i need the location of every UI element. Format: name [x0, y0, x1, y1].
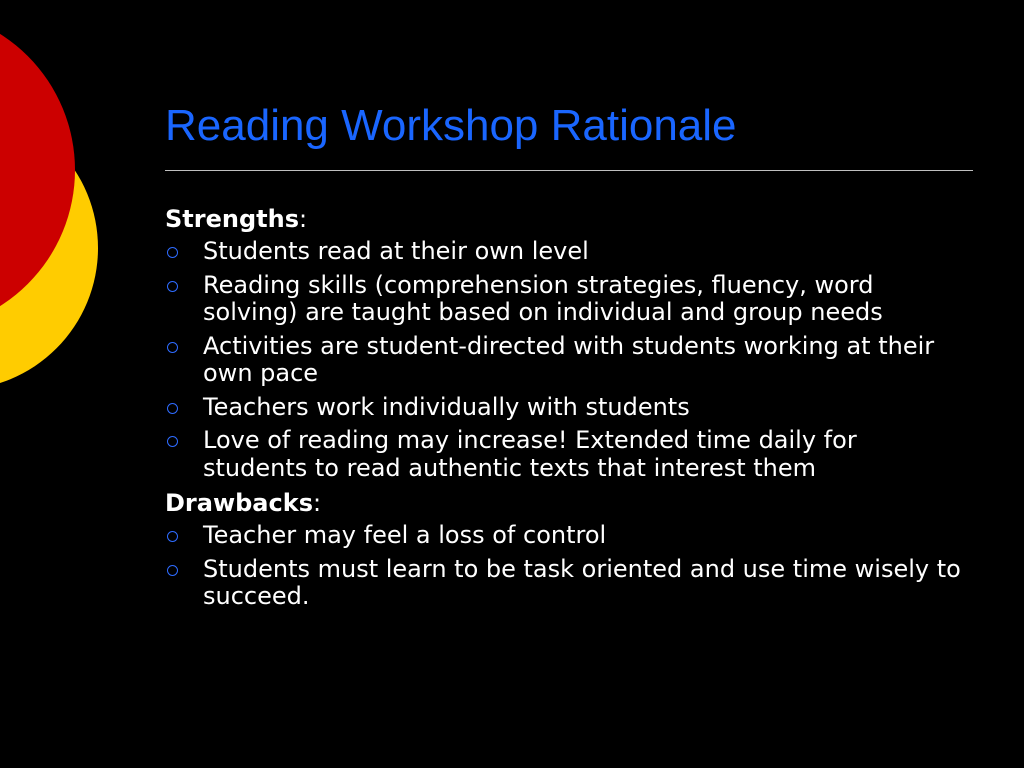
title-divider: [165, 170, 973, 171]
list-item: [165, 394, 965, 422]
hollow-circle-bullet-icon: [167, 342, 178, 353]
section-heading-drawbacks: [165, 488, 965, 518]
list-item-text: Students read at their own level: [203, 237, 589, 265]
list-item: [165, 427, 965, 482]
hollow-circle-bullet-icon: [167, 531, 178, 542]
list-item-text: Teacher may feel a loss of control: [203, 521, 607, 549]
section-heading-label: Drawbacks: [165, 489, 313, 517]
section-heading-strengths: [165, 204, 965, 234]
list-item: [165, 238, 965, 266]
hollow-circle-bullet-icon: [167, 281, 178, 292]
slide-title: Reading Workshop Rationale: [165, 101, 737, 150]
section-heading-label: Strengths: [165, 205, 299, 233]
list-item-text: Teachers work individually with students: [203, 392, 690, 421]
list-item-text: Activities are student-directed with students working at their own pace: [203, 331, 935, 387]
hollow-circle-bullet-icon: [167, 565, 178, 576]
list-item-text: Love of reading may increase! Extended time daily for students to read authentic texts that interest them: [203, 426, 857, 482]
strengths-list: [165, 238, 965, 482]
list-item: [165, 272, 965, 327]
slide-body: [165, 204, 965, 617]
list-item: [165, 333, 965, 388]
list-item: [165, 522, 965, 550]
list-item-text: Students must learn to be task oriented and use time wisely to succeed.: [203, 554, 961, 610]
hollow-circle-bullet-icon: [167, 436, 178, 447]
section-heading-colon: :: [298, 205, 308, 233]
list-item-text: Reading skills (comprehension strategies, fluency, word solving) are taught based on individual and group needs: [203, 270, 883, 326]
hollow-circle-bullet-icon: [167, 247, 178, 258]
drawbacks-list: [165, 522, 965, 611]
section-heading-colon: :: [312, 489, 322, 517]
hollow-circle-bullet-icon: [167, 403, 178, 414]
list-item: [165, 556, 965, 611]
